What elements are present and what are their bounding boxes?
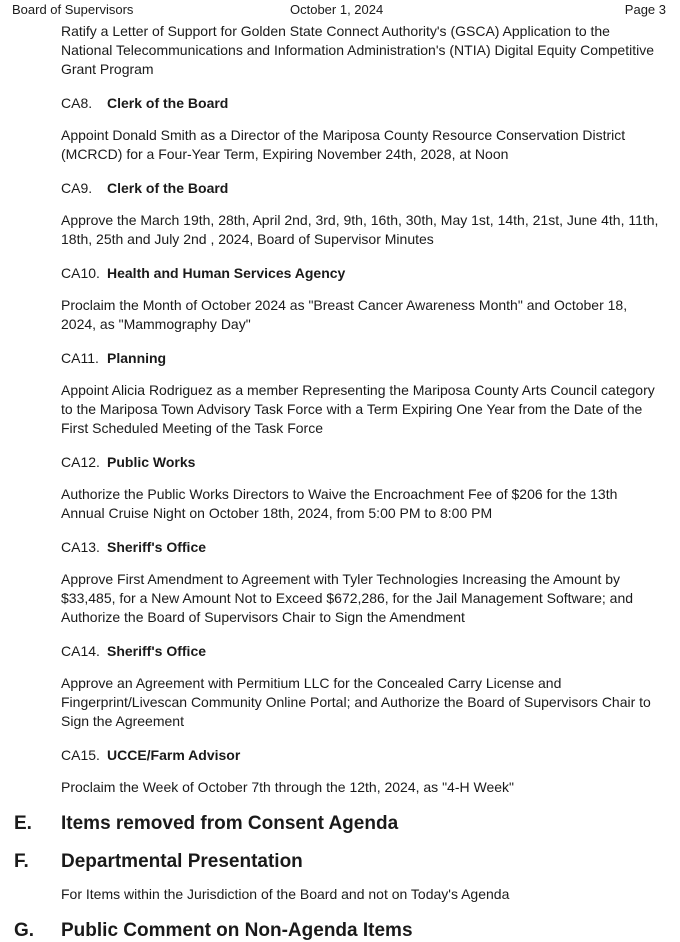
agenda-item-ca12	[61, 453, 664, 523]
item-code: CA11.	[61, 350, 99, 366]
item-code: CA10.	[61, 265, 100, 281]
item-description: Approve the March 19th, 28th, April 2nd, 3rd, 9th, 16th, 30th, May 1st, 14th, 21st, June 4th, 11th, 18th, 25th and July 2nd , 2024, Board of Supervisor Minutes	[61, 212, 659, 247]
section-title: Departmental Presentation	[61, 851, 303, 872]
section-heading-f	[14, 851, 680, 873]
header-page-number: Page 3	[624, 2, 666, 17]
header-date: October 1, 2024	[290, 2, 384, 17]
item-code: CA9.	[61, 180, 93, 196]
item-department: Public Works	[107, 454, 196, 470]
item-heading	[61, 264, 664, 283]
agenda-item-ca8	[61, 94, 664, 164]
section-title: Public Comment on Non-Agenda Items	[61, 920, 413, 941]
item-heading	[61, 179, 664, 198]
item-department: Clerk of the Board	[107, 180, 229, 196]
item-heading	[61, 538, 664, 557]
item-department: Clerk of the Board	[107, 95, 229, 111]
agenda-item-ca13	[61, 538, 664, 627]
item-code: CA15.	[61, 747, 100, 763]
section-heading-g	[14, 920, 680, 942]
item-department: UCCE/Farm Advisor	[107, 747, 241, 763]
item-code: CA13.	[61, 539, 100, 555]
item-department: Planning	[107, 350, 167, 366]
item-description: Proclaim the Month of October 2024 as "Breast Cancer Awareness Month" and October 18, 2024, as "Mammography Day"	[61, 297, 628, 332]
item-description: Approve an Agreement with Permitium LLC for the Concealed Carry License and Fingerprint/Livescan Community Online Portal; and Authorize the Board of Supervisors Chair to Sign the Agreement	[61, 675, 651, 729]
agenda-item-ca11	[61, 349, 664, 438]
agenda-item-ca14	[61, 642, 664, 731]
item-description: Appoint Donald Smith as a Director of the Mariposa County Resource Conservation District (MCRCD) for a Four-Year Term, Expiring November 24th, 2028, at Noon	[61, 127, 626, 162]
header-board-name: Board of Supervisors	[12, 2, 134, 17]
item-description: Appoint Alicia Rodriguez as a member Representing the Mariposa County Arts Council category to the Mariposa Town Advisory Task Force with a Term Expiring One Year from the Date of the First Scheduled Meeting of the Task Force	[61, 382, 655, 436]
section-letter: E.	[14, 813, 32, 834]
item-heading	[61, 453, 664, 472]
agenda-item-ca15	[61, 746, 664, 797]
section-heading-e	[14, 813, 680, 835]
page-header	[0, 0, 680, 20]
item-description: Approve First Amendment to Agreement with Tyler Technologies Increasing the Amount by $33,485, for a New Amount Not to Exceed $672,286, for the Jail Management Software; and Authorize the Board of Supervisors Chair to Sign the Amendment	[61, 571, 634, 625]
agenda-item-ca10	[61, 264, 664, 334]
section-title: Items removed from Consent Agenda	[61, 813, 399, 834]
item-description: Proclaim the Week of October 7th through the 12th, 2024, as "4-H Week"	[61, 779, 514, 795]
section-letter: F.	[14, 851, 29, 872]
section-letter: G.	[14, 920, 35, 941]
item-code: CA12.	[61, 454, 100, 470]
item-heading	[61, 349, 664, 368]
item-code: CA8.	[61, 95, 93, 111]
section-note: For Items within the Jurisdiction of the Board and not on Today's Agenda	[61, 886, 510, 902]
item-department: Sheriff's Office	[107, 539, 207, 555]
item-heading	[61, 642, 664, 661]
continued-item-text: Ratify a Letter of Support for Golden State Connect Authority's (GSCA) Application to the National Telecommunications and Information Administration's (NTIA) Digital Equity Competitive Grant Program	[61, 23, 655, 77]
item-heading	[61, 746, 664, 765]
item-heading	[61, 94, 664, 113]
agenda-item-ca9	[61, 179, 664, 249]
item-code: CA14.	[61, 643, 100, 659]
item-department: Health and Human Services Agency	[107, 265, 346, 281]
item-department: Sheriff's Office	[107, 643, 207, 659]
agenda-content	[0, 20, 680, 942]
item-description: Authorize the Public Works Directors to Waive the Encroachment Fee of $206 for the 13th Annual Cruise Night on October 18th, 2024, from 5:00 PM to 8:00 PM	[61, 486, 618, 521]
